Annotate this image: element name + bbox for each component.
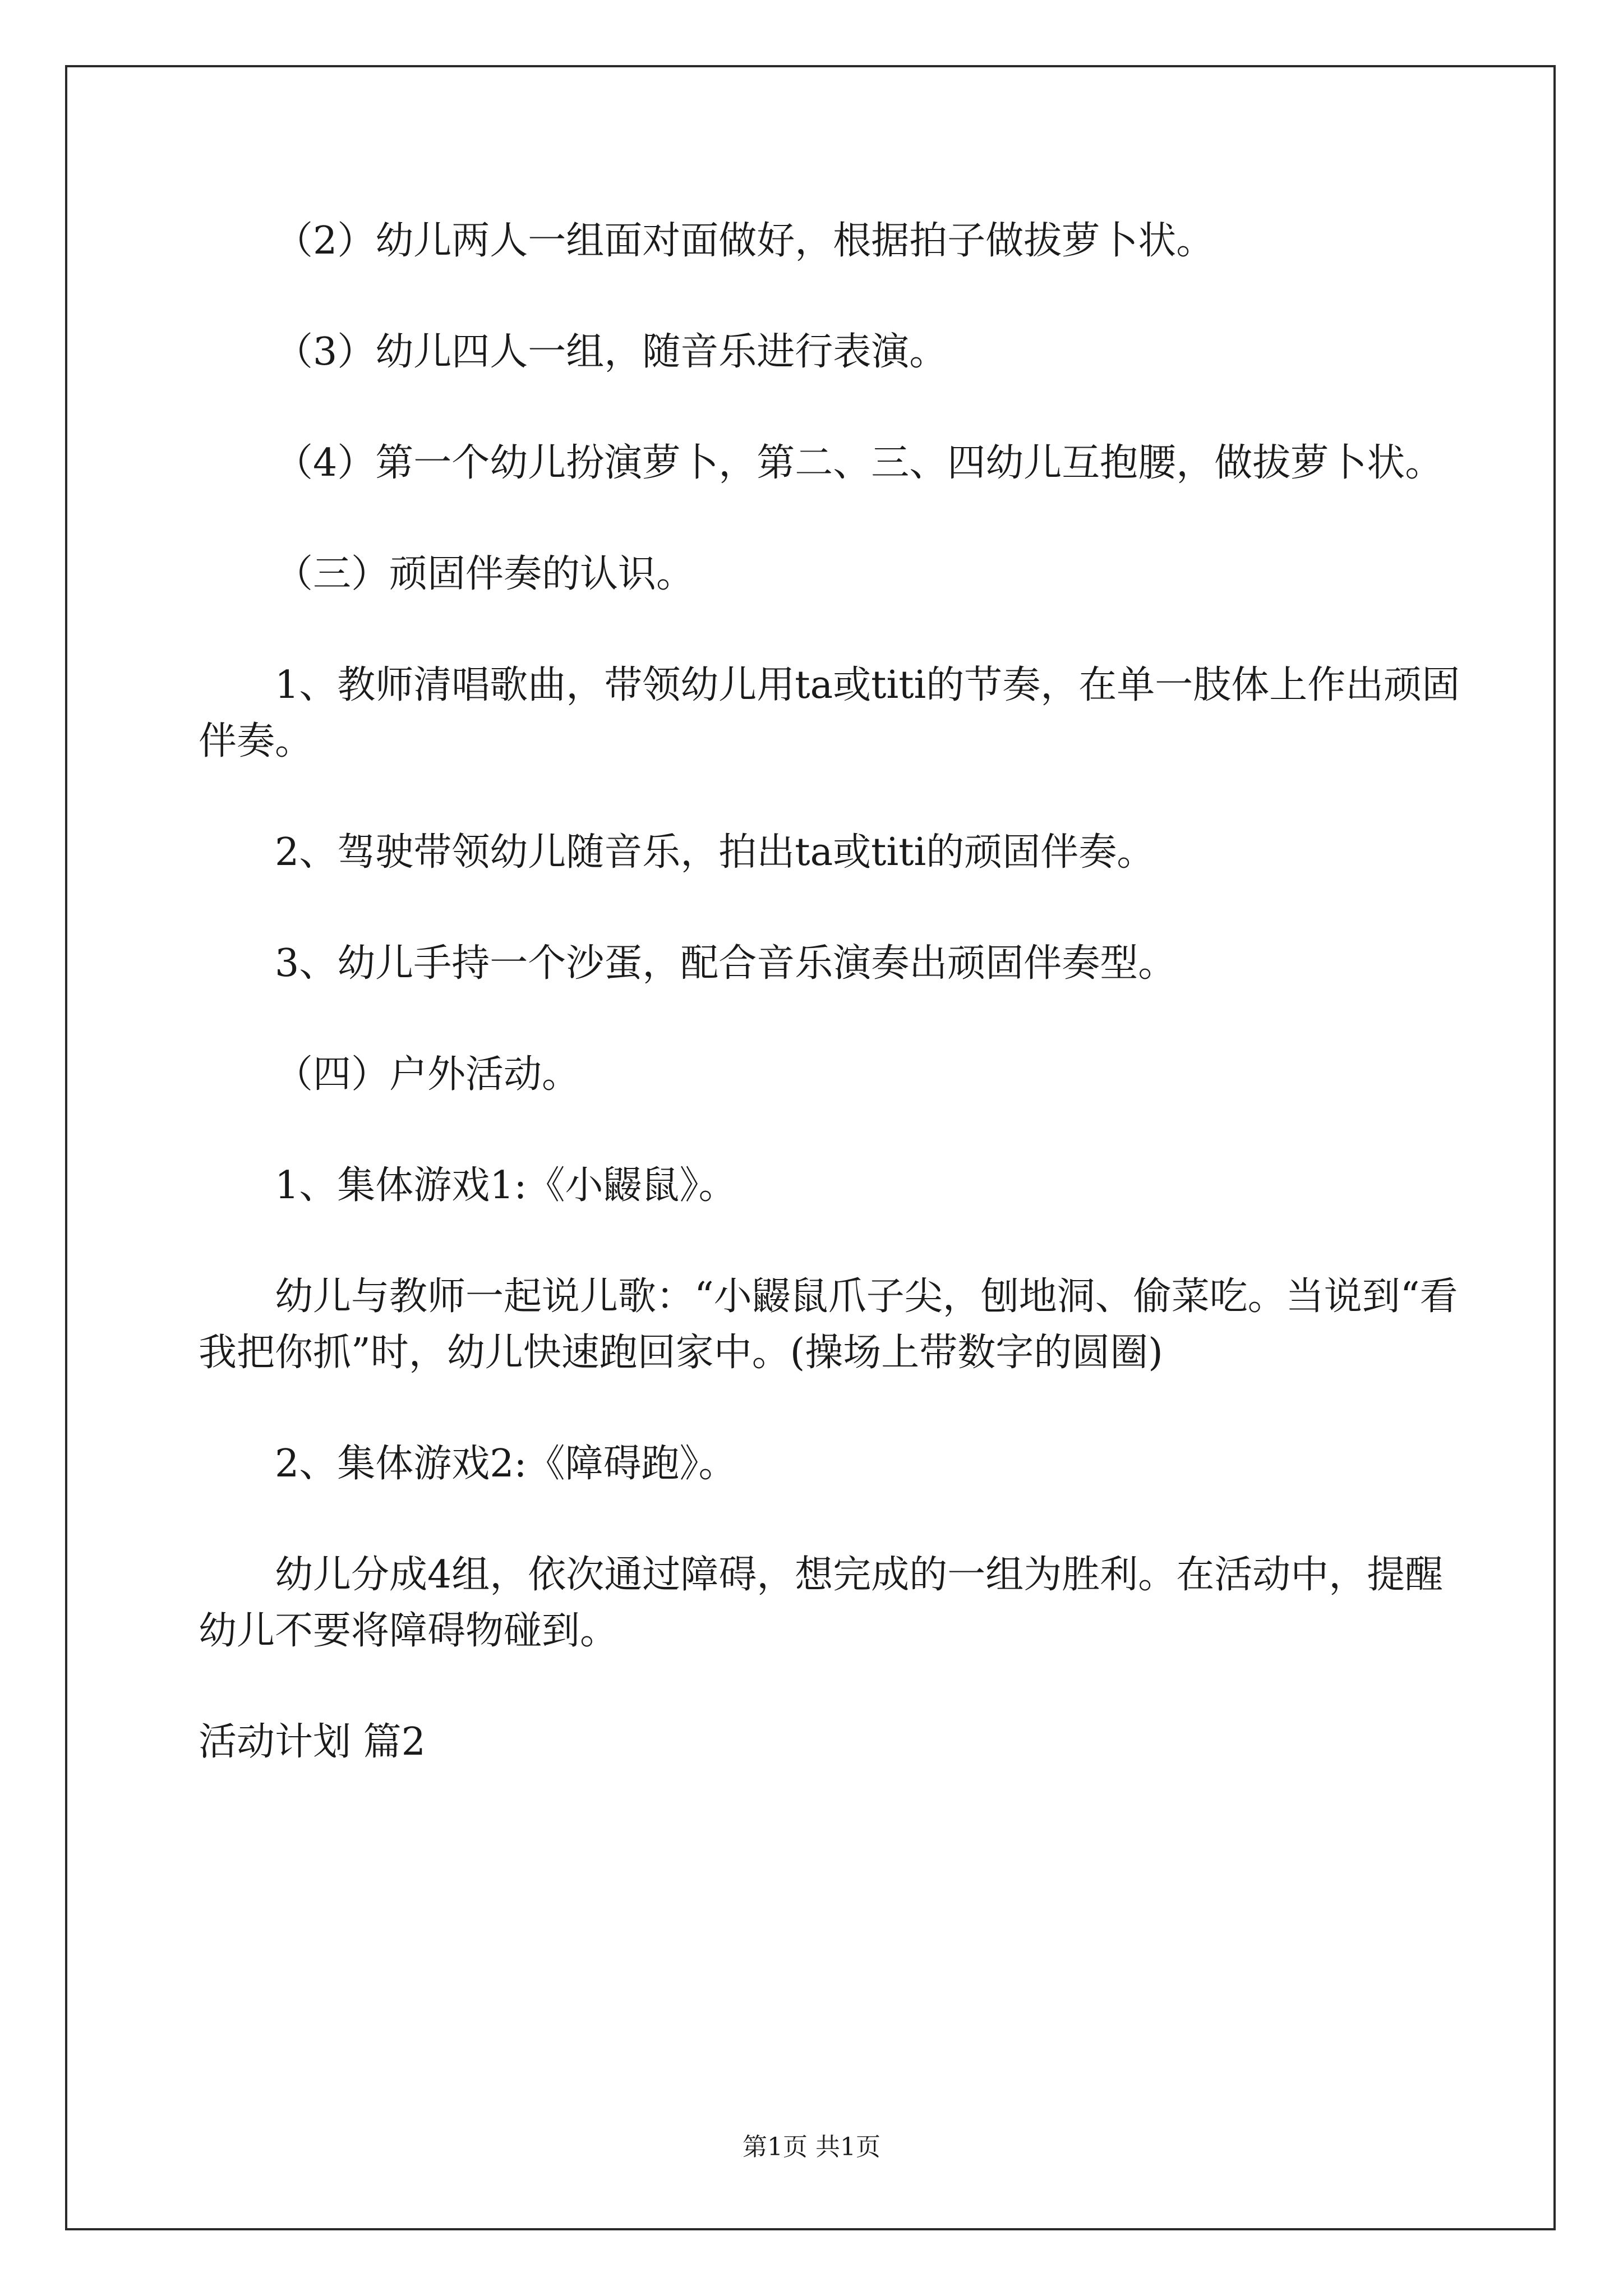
paragraph-item-2: 2、驾驶带领幼儿随音乐，拍出ta或titi的顽固伴奏。: [275, 830, 1155, 875]
paragraph-game-1: 1、集体游戏1:《小鼹鼠》。: [275, 1163, 737, 1208]
paragraph-step-4: （4）第一个幼儿扮演萝卜，第二、三、四幼儿互抱腰，做拔萝卜状。: [275, 441, 1444, 485]
page-footer: 第1页 共1页: [743, 2133, 880, 2161]
section-heading: 活动计划 篇2: [199, 1720, 426, 1764]
paragraph-section-three: （三）顽固伴奏的认识。: [275, 552, 695, 596]
paragraph-step-3: （3）幼儿四人一组，随音乐进行表演。: [275, 330, 948, 374]
paragraph-section-four: （四）户外活动。: [275, 1052, 580, 1097]
paragraph-game-2: 2、集体游戏2:《障碍跑》。: [275, 1442, 737, 1486]
document-body: [199, 213, 1460, 1770]
paragraph-step-2: （2）幼儿两人一组面对面做好，根据拍子做拔萝卜状。: [275, 219, 1215, 263]
paragraph-game-2-rules: 幼儿分成4组，依次通过障碍，想完成的一组为胜利。在活动中，提醒幼儿不要将障碍物碰到。: [199, 1553, 1444, 1653]
paragraph-item-3: 3、幼儿手持一个沙蛋，配合音乐演奏出顽固伴奏型。: [275, 941, 1177, 986]
paragraph-game-1-rhyme: 幼儿与教师一起说儿歌：“小鼹鼠爪子尖，刨地洞、偷菜吃。当说到“看我把你抓”时，幼儿快速跑回家中。(操场上带数字的圆圈): [199, 1274, 1458, 1375]
paragraph-item-1: 1、教师清唱歌曲，带领幼儿用ta或titi的节奏，在单一肢体上作出顽固伴奏。: [199, 663, 1460, 763]
